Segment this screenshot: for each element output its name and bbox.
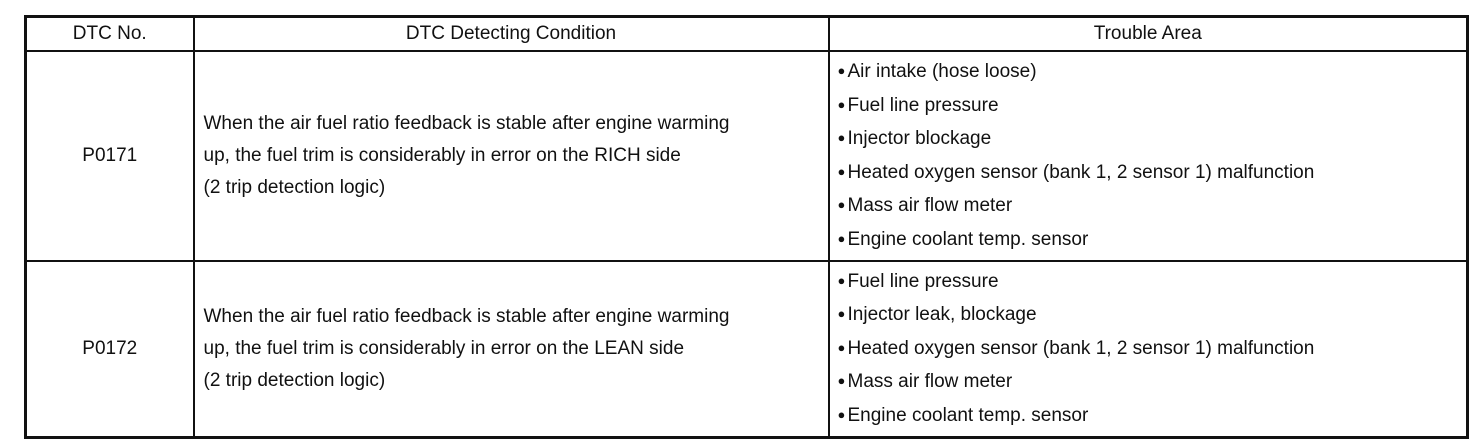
dtc-table — [24, 15, 1469, 439]
list-item: ● Injector blockage — [838, 122, 1467, 156]
condition-line: up, the fuel trim is considerably in error on the LEAN side — [203, 337, 685, 359]
list-item: ● Mass air flow meter — [838, 189, 1467, 223]
header-detecting-condition: DTC Detecting Condition — [194, 17, 829, 52]
detecting-condition — [194, 261, 829, 437]
bullet-icon: ● — [837, 163, 846, 179]
list-item: ● Fuel line pressure — [838, 89, 1467, 123]
list-item: ● Engine coolant temp. sensor — [838, 399, 1467, 433]
trouble-area — [829, 261, 1468, 437]
bullet-icon: ● — [837, 96, 846, 112]
bullet-icon: ● — [837, 63, 846, 78]
dtc-number: P0172 — [26, 261, 194, 437]
bullet-icon: ● — [837, 406, 846, 422]
trouble-area-list — [830, 52, 1467, 260]
bullet-icon: ● — [837, 306, 846, 322]
dtc-number: P0171 — [26, 51, 194, 261]
header-row — [26, 17, 1468, 52]
bullet-icon: ● — [837, 373, 846, 389]
list-item: ● Engine coolant temp. sensor — [838, 223, 1467, 257]
bullet-icon: ● — [837, 230, 846, 246]
detecting-condition — [194, 51, 829, 261]
list-item: ● Air intake (hose loose) — [838, 55, 1467, 89]
table-row — [26, 261, 1468, 437]
condition-line: When the air fuel ratio feedback is stable after engine warming — [203, 112, 730, 134]
trouble-area-list — [830, 262, 1467, 436]
table-row — [26, 51, 1468, 261]
condition-line: When the air fuel ratio feedback is stable after engine warming — [203, 305, 730, 327]
list-item: ● Injector leak, blockage — [838, 298, 1467, 332]
list-item: ● Mass air flow meter — [838, 365, 1467, 399]
condition-line: up, the fuel trim is considerably in error on the RICH side — [203, 144, 681, 166]
trouble-area — [829, 51, 1468, 261]
list-item: ● Heated oxygen sensor (bank 1, 2 sensor 1) malfunction — [838, 332, 1467, 366]
list-item: ● Heated oxygen sensor (bank 1, 2 sensor 1) malfunction — [838, 156, 1467, 190]
bullet-icon: ● — [837, 197, 846, 213]
bullet-icon: ● — [837, 130, 846, 146]
bullet-icon: ● — [837, 339, 846, 355]
header-dtc-no: DTC No. — [26, 17, 194, 52]
list-item: ● Fuel line pressure — [838, 265, 1467, 299]
condition-line: (2 trip detection logic) — [203, 176, 386, 198]
condition-line: (2 trip detection logic) — [203, 369, 386, 391]
header-trouble-area: Trouble Area — [829, 17, 1468, 52]
bullet-icon: ● — [837, 272, 846, 288]
